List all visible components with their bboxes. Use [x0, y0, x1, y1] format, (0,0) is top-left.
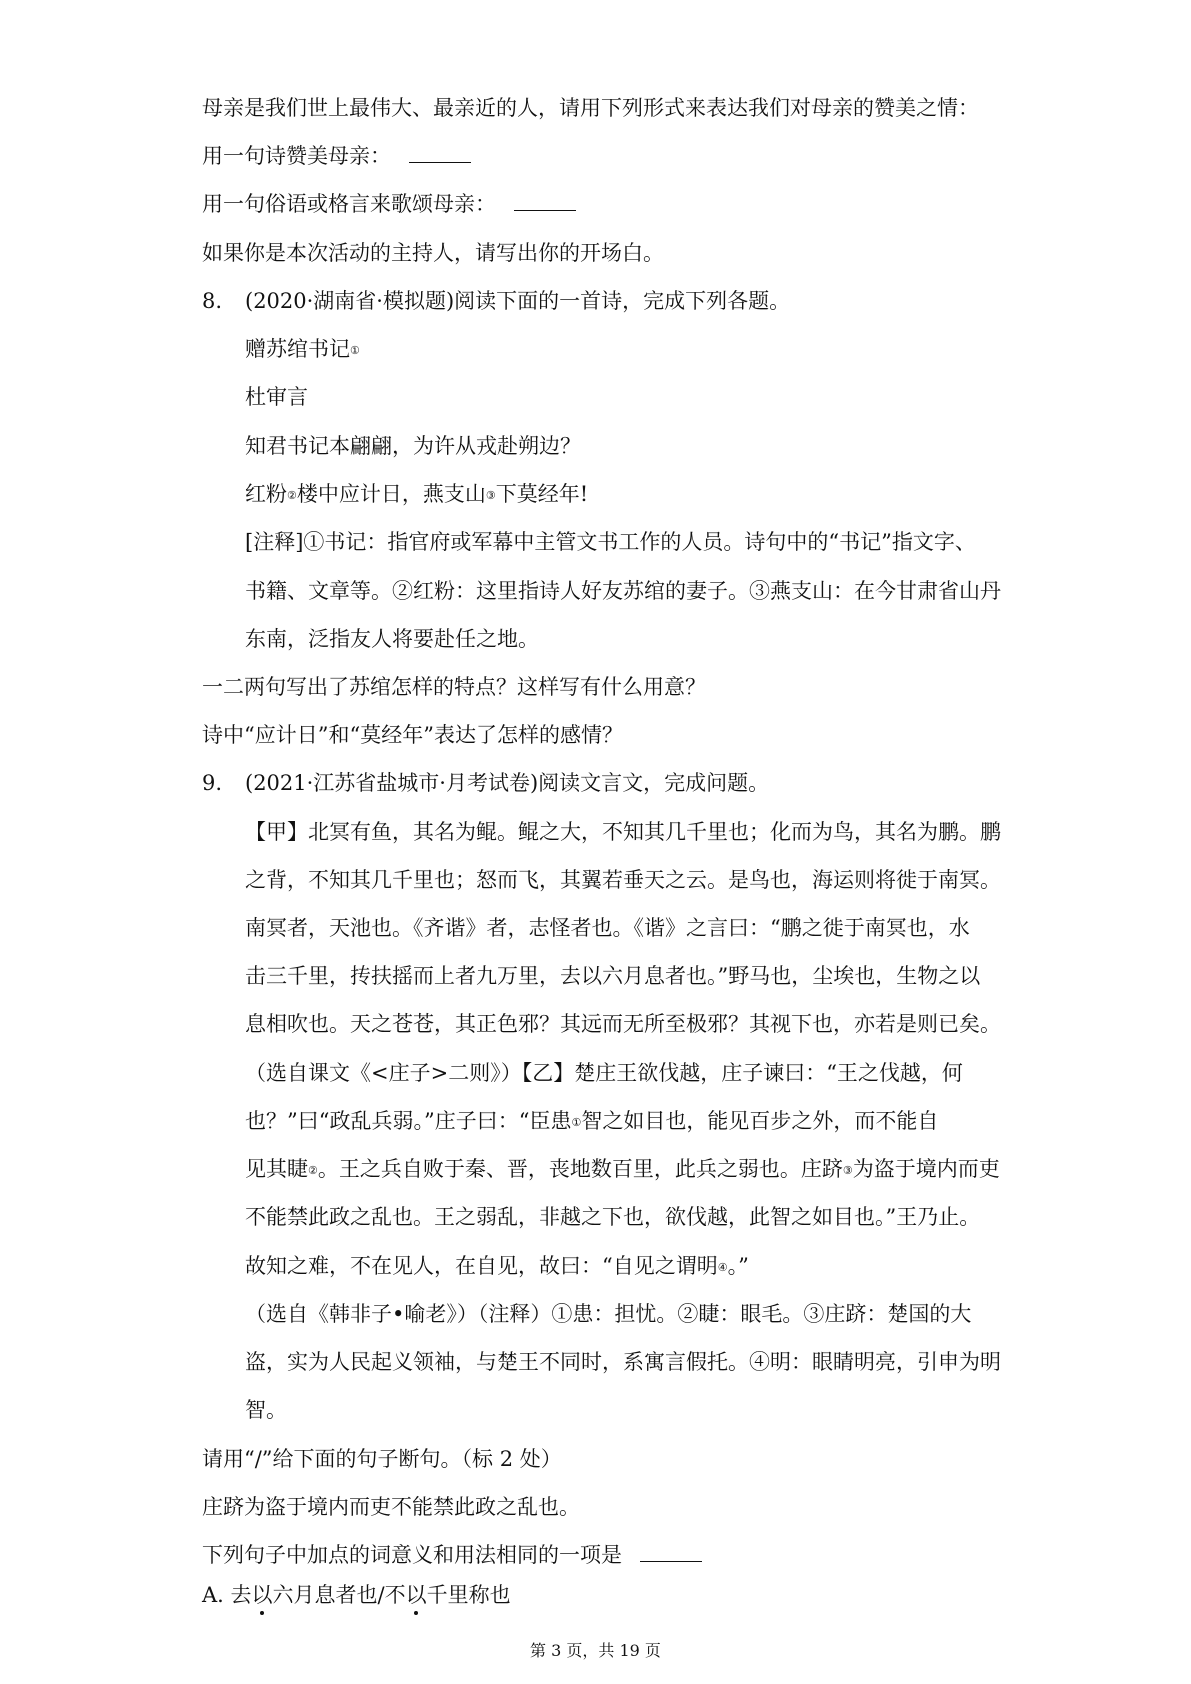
annotation-line: [注释]①书记：指官府或军幕中主管文书工作的人员。诗句中的“书记”指文字、 [245, 530, 976, 554]
question-source: (2021·江苏省盐城市·月考试卷)阅读文言文，完成问题。 [245, 771, 770, 795]
answer-blank[interactable] [640, 1545, 702, 1562]
annotation-line: 东南，泛指友人将要赴任之地。 [245, 627, 539, 651]
passage-line: 盗，实为人民起义领袖，与楚王不同时，系寓言假托。④明：眼睛明亮，引申为明 [245, 1350, 1001, 1374]
passage-line: 【甲】北冥有鱼，其名为鲲。鲲之大，不知其几千里也；化而为鸟，其名为鹏。鹏 [245, 820, 1001, 844]
sub-question: 请用“/”给下面的句子断句。（标 2 处） [202, 1447, 562, 1471]
annotation-line: 书籍、文章等。②红粉：这里指诗人好友苏绾的妻子。③燕支山：在今甘肃省山丹 [245, 579, 1001, 603]
footnote-mark: ③ [485, 489, 496, 502]
answer-blank[interactable] [409, 146, 471, 163]
intro-line: 用一句俗语或格言来歌颂母亲： [202, 191, 576, 217]
poem-author: 杜审言 [245, 385, 308, 409]
passage-line: 故知之难，不在见人，在自见，故曰：“自见之谓明④。” [245, 1254, 749, 1278]
question-8-header [202, 288, 791, 314]
passage-line: 南冥者，天池也。《齐谐》者，志怪者也。《谐》之言曰：“鹏之徙于南冥也，水 [245, 916, 970, 940]
question-number: 8. [202, 289, 223, 313]
intro-line: 用一句诗赞美母亲： [202, 143, 471, 169]
sub-question: 庄跻为盗于境内而吏不能禁此政之乱也。 [202, 1495, 580, 1519]
question-9-header [202, 770, 770, 796]
intro-line: 如果你是本次活动的主持人，请写出你的开场白。 [202, 241, 664, 265]
passage-line: 智。 [245, 1398, 287, 1422]
sub-question: 一二两句写出了苏绾怎样的特点？这样写有什么用意？ [202, 675, 706, 699]
footnote-mark: ③ [842, 1164, 853, 1177]
passage-line: 息相吹也。天之苍苍，其正色邪？其远而无所至极邪？其视下也，亦若是则已矣。 [245, 1012, 1001, 1036]
sub-question: 诗中“应计日”和“莫经年”表达了怎样的感情？ [202, 723, 623, 747]
page-footer: 第 3 页，共 19 页 [530, 1641, 661, 1660]
footnote-mark: ① [571, 1116, 582, 1129]
passage-line: 击三千里，抟扶摇而上者九万里，去以六月息者也。”野马也，尘埃也，生物之以 [245, 964, 981, 988]
poem-line: 知君书记本翩翩，为许从戎赴朔边？ [245, 434, 581, 458]
answer-blank[interactable] [514, 194, 576, 211]
poem-line: 红粉②楼中应计日，燕支山③下莫经年! [245, 482, 589, 506]
footnote-mark: ② [308, 1164, 318, 1177]
question-number: 9. [202, 771, 223, 795]
passage-line: 也？”曰“政乱兵弱。”庄子曰：“臣患①智之如目也，能见百步之外，而不能自 [245, 1109, 939, 1133]
poem-title: 赠苏绾书记① [245, 337, 360, 361]
intro-line: 母亲是我们世上最伟大、最亲近的人，请用下列形式来表达我们对母亲的赞美之情： [202, 96, 979, 120]
passage-line: 见其睫②。王之兵自败于秦、晋，丧地数百里，此兵之弱也。庄跻③为盗于境内而吏 [245, 1157, 1000, 1181]
question-source: (2020·湖南省·模拟题)阅读下面的一首诗，完成下列各题。 [245, 289, 791, 313]
passage-line: （选自课文《<庄子>二则》）【乙】楚庄王欲伐越，庄子谏曰：“王之伐越，何 [245, 1061, 963, 1085]
passage-line: 不能禁此政之乱也。王之弱乱，非越之下也，欲伐越，此智之如目也。”王乃止。 [245, 1205, 981, 1229]
option-a: A. 去以六月息者也/不以千里称也 [202, 1583, 511, 1607]
footnote-mark: ④ [717, 1261, 728, 1274]
passage-line: （选自《韩非子•喻老》）（注释）①患：担忧。②睫：眼毛。③庄跻：楚国的大 [245, 1302, 972, 1326]
emphasis-dot-word: 以 [405, 1583, 427, 1607]
emphasis-dot-word: 以 [251, 1583, 273, 1607]
footnote-mark: ① [350, 344, 360, 357]
passage-line: 之背，不知其几千里也；怒而飞，其翼若垂天之云。是鸟也，海运则将徙于南冥。 [245, 868, 1001, 892]
sub-question: 下列句子中加点的词意义和用法相同的一项是 [202, 1542, 702, 1568]
footnote-mark: ② [287, 489, 297, 502]
